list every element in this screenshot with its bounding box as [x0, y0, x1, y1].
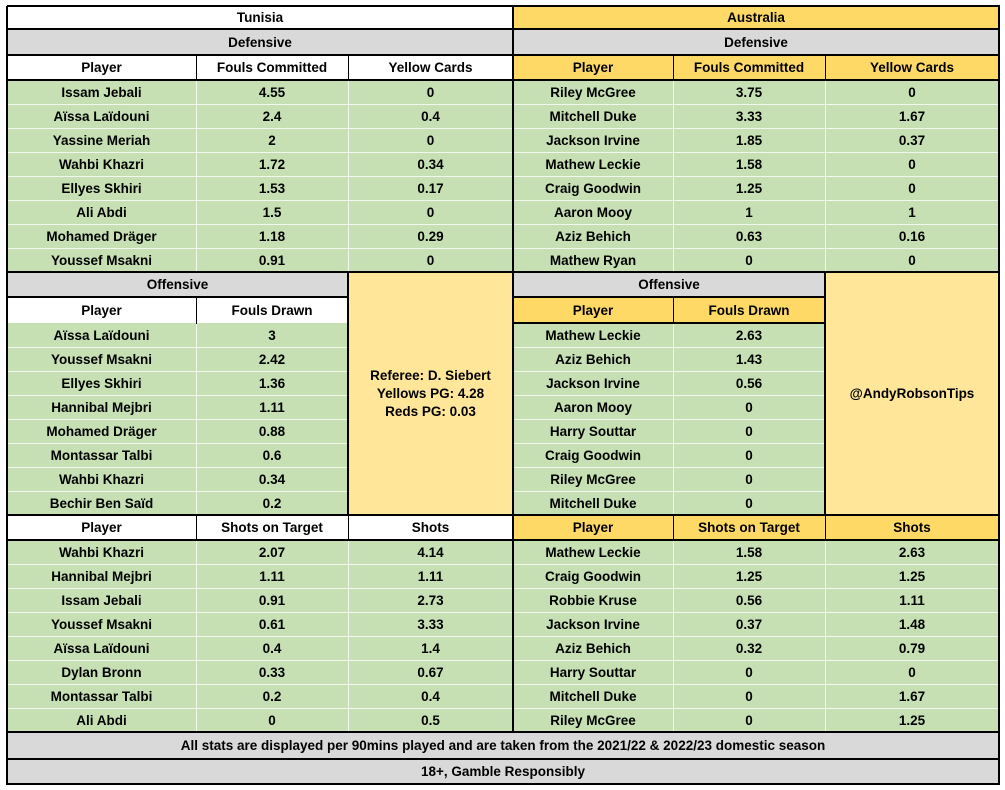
stat-value-cell: 0.5 — [348, 708, 513, 732]
player-name-cell: Montassar Talbi — [7, 443, 196, 467]
team-title-tunisia: Tunisia — [7, 6, 513, 29]
stat-value-cell: 0 — [673, 684, 825, 708]
stat-value-cell: 0.33 — [196, 660, 348, 684]
stat-value-cell: 0.4 — [196, 636, 348, 660]
grid-line — [7, 419, 348, 420]
column-header-player: Player — [7, 55, 196, 80]
stat-value-cell: 1.67 — [825, 684, 999, 708]
stat-value-cell: 1 — [673, 200, 825, 224]
stat-value-cell: 4.14 — [348, 540, 513, 564]
grid-line — [513, 588, 999, 589]
stat-value-cell: 0 — [348, 248, 513, 272]
stat-value-cell: 1.85 — [673, 128, 825, 152]
stat-value-cell: 2.42 — [196, 347, 348, 371]
border-line — [196, 297, 197, 324]
stat-value-cell: 0.4 — [348, 684, 513, 708]
player-name-cell: Mathew Leckie — [513, 540, 673, 564]
border-line — [7, 54, 1000, 56]
stat-value-cell: 0.67 — [348, 660, 513, 684]
stat-value-cell: 0.63 — [673, 224, 825, 248]
grid-line — [513, 152, 999, 153]
stat-value-cell: 1.25 — [825, 564, 999, 588]
player-name-cell: Issam Jebali — [7, 80, 196, 104]
border-line — [7, 79, 1000, 81]
player-name-cell: Jackson Irvine — [513, 612, 673, 636]
grid-line — [513, 224, 999, 225]
stat-value-cell: 1.11 — [196, 395, 348, 419]
stat-value-cell: 1.4 — [348, 636, 513, 660]
grid-line — [7, 104, 513, 105]
grid-line — [196, 80, 197, 272]
grid-line — [7, 395, 348, 396]
stat-value-cell: 2 — [196, 128, 348, 152]
stat-value-cell: 0.61 — [196, 612, 348, 636]
stat-value-cell: 0.56 — [673, 588, 825, 612]
stat-value-cell: 0.4 — [348, 104, 513, 128]
player-name-cell: Aïssa Laïdouni — [7, 104, 196, 128]
grid-line — [513, 660, 999, 661]
stat-value-cell: 0.16 — [825, 224, 999, 248]
section-title-offensive: Offensive — [513, 272, 825, 297]
border-line — [998, 6, 1000, 785]
border-line — [348, 55, 349, 81]
border-line — [348, 515, 349, 541]
stat-value-cell: 0 — [673, 443, 825, 467]
column-header-fouls-committed: Fouls Committed — [673, 55, 825, 80]
player-name-cell: Mathew Ryan — [513, 248, 673, 272]
stat-value-cell: 1.43 — [673, 347, 825, 371]
grid-line — [7, 224, 513, 225]
grid-line — [513, 128, 999, 129]
grid-line — [513, 467, 825, 468]
grid-line — [513, 636, 999, 637]
player-name-cell: Aziz Behich — [513, 224, 673, 248]
stat-value-cell: 0.37 — [673, 612, 825, 636]
stat-value-cell: 0 — [673, 491, 825, 515]
stat-value-cell: 1.72 — [196, 152, 348, 176]
player-name-cell: Ellyes Skhiri — [7, 176, 196, 200]
player-name-cell: Ali Abdi — [7, 708, 196, 732]
stat-value-cell: 0.91 — [196, 588, 348, 612]
grid-line — [513, 104, 999, 105]
stat-value-cell: 1.53 — [196, 176, 348, 200]
column-header-fouls-drawn: Fouls Drawn — [196, 297, 348, 323]
border-line — [7, 296, 349, 298]
stat-value-cell: 0.79 — [825, 636, 999, 660]
referee-info-box — [348, 272, 513, 515]
stat-value-cell: 4.55 — [196, 80, 348, 104]
referee-name: Referee: D. Siebert — [370, 367, 491, 383]
player-name-cell: Craig Goodwin — [513, 443, 673, 467]
grid-line — [513, 395, 825, 396]
grid-line — [513, 371, 825, 372]
stat-value-cell: 0.29 — [348, 224, 513, 248]
border-line — [7, 539, 1000, 541]
stat-value-cell: 0.2 — [196, 684, 348, 708]
grid-line — [196, 323, 197, 515]
player-name-cell: Harry Souttar — [513, 660, 673, 684]
player-name-cell: Craig Goodwin — [513, 564, 673, 588]
border-line — [7, 514, 1000, 516]
stat-value-cell: 2.4 — [196, 104, 348, 128]
stat-value-cell: 0 — [348, 128, 513, 152]
grid-line — [7, 684, 513, 685]
grid-line — [7, 128, 513, 129]
stat-value-cell: 0.34 — [348, 152, 513, 176]
border-line — [673, 55, 674, 81]
stat-value-cell: 0.17 — [348, 176, 513, 200]
player-name-cell: Wahbi Khazri — [7, 540, 196, 564]
stat-value-cell: 0.6 — [196, 443, 348, 467]
stat-value-cell: 1.67 — [825, 104, 999, 128]
grid-line — [513, 248, 999, 249]
border-line — [512, 6, 514, 733]
player-name-cell: Ali Abdi — [7, 200, 196, 224]
stat-value-cell: 1.25 — [673, 564, 825, 588]
player-name-cell: Mitchell Duke — [513, 104, 673, 128]
player-name-cell: Issam Jebali — [7, 588, 196, 612]
border-line — [7, 783, 1000, 785]
grid-line — [7, 467, 348, 468]
grid-line — [513, 708, 999, 709]
player-name-cell: Ellyes Skhiri — [7, 371, 196, 395]
grid-line — [513, 612, 999, 613]
border-line — [196, 515, 197, 541]
grid-line — [7, 443, 348, 444]
referee-reds: Reds PG: 0.03 — [385, 403, 476, 419]
grid-line — [7, 564, 513, 565]
column-header-shots: Shots — [348, 515, 513, 540]
player-name-cell: Mathew Leckie — [513, 323, 673, 347]
stat-value-cell: 1.18 — [196, 224, 348, 248]
player-name-cell: Hannibal Mejbri — [7, 395, 196, 419]
grid-line — [7, 347, 348, 348]
player-name-cell: Youssef Msakni — [7, 612, 196, 636]
grid-line — [513, 491, 825, 492]
stat-value-cell: 0 — [673, 419, 825, 443]
stat-value-cell: 3 — [196, 323, 348, 347]
border-line — [7, 28, 1000, 30]
border-line — [513, 296, 826, 298]
stat-value-cell: 0 — [348, 80, 513, 104]
stat-value-cell: 0 — [673, 660, 825, 684]
stat-value-cell: 1.25 — [825, 708, 999, 732]
stat-value-cell: 1.5 — [196, 200, 348, 224]
player-name-cell: Aaron Mooy — [513, 200, 673, 224]
grid-line — [7, 491, 348, 492]
grid-line — [673, 540, 674, 732]
credit-handle: @AndyRobsonTips — [825, 272, 999, 515]
player-name-cell: Aziz Behich — [513, 347, 673, 371]
border-line — [7, 5, 1000, 7]
player-name-cell: Robbie Kruse — [513, 588, 673, 612]
stat-value-cell: 1.36 — [196, 371, 348, 395]
grid-line — [7, 371, 348, 372]
stat-value-cell: 1.11 — [825, 588, 999, 612]
grid-line — [513, 684, 999, 685]
player-name-cell: Mathew Leckie — [513, 152, 673, 176]
stat-value-cell: 3.33 — [673, 104, 825, 128]
stat-value-cell: 1.58 — [673, 152, 825, 176]
grid-line — [7, 636, 513, 637]
team-title-australia: Australia — [513, 6, 999, 29]
referee-yellows: Yellows PG: 4.28 — [376, 385, 485, 401]
stats-sheet — [7, 6, 999, 784]
player-name-cell: Mitchell Duke — [513, 684, 673, 708]
stat-value-cell: 0 — [673, 248, 825, 272]
stat-value-cell: 0 — [673, 467, 825, 491]
column-header-player: Player — [7, 297, 196, 323]
stat-value-cell: 0.88 — [196, 419, 348, 443]
grid-line — [7, 588, 513, 589]
grid-line — [7, 612, 513, 613]
stat-value-cell: 0 — [673, 395, 825, 419]
grid-line — [7, 660, 513, 661]
stat-value-cell: 3.75 — [673, 80, 825, 104]
border-line — [824, 272, 826, 516]
stat-value-cell: 1.11 — [348, 564, 513, 588]
border-line — [196, 55, 197, 81]
player-name-cell: Riley McGree — [513, 467, 673, 491]
grid-line — [513, 200, 999, 201]
grid-line — [7, 708, 513, 709]
grid-line — [673, 323, 674, 515]
player-name-cell: Montassar Talbi — [7, 684, 196, 708]
stat-value-cell: 0.56 — [673, 371, 825, 395]
player-name-cell: Hannibal Mejbri — [7, 564, 196, 588]
player-name-cell: Aaron Mooy — [513, 395, 673, 419]
column-header-player: Player — [513, 55, 673, 80]
player-name-cell: Jackson Irvine — [513, 128, 673, 152]
column-header-fouls-committed: Fouls Committed — [196, 55, 348, 80]
stat-value-cell: 0.91 — [196, 248, 348, 272]
column-header-shots-on-target: Shots on Target — [196, 515, 348, 540]
grid-line — [513, 176, 999, 177]
stat-value-cell: 1.48 — [825, 612, 999, 636]
grid-line — [196, 540, 197, 732]
border-line — [347, 272, 349, 516]
border-line — [513, 322, 826, 324]
border-line — [7, 731, 1000, 733]
stat-value-cell: 2.07 — [196, 540, 348, 564]
stat-value-cell: 1.25 — [673, 176, 825, 200]
player-name-cell: Harry Souttar — [513, 419, 673, 443]
player-name-cell: Youssef Msakni — [7, 347, 196, 371]
border-line — [673, 297, 674, 324]
player-name-cell: Craig Goodwin — [513, 176, 673, 200]
column-header-fouls-drawn: Fouls Drawn — [673, 297, 825, 323]
stat-value-cell: 0.34 — [196, 467, 348, 491]
player-name-cell: Mitchell Duke — [513, 491, 673, 515]
grid-line — [673, 80, 674, 272]
player-name-cell: Aïssa Laïdouni — [7, 636, 196, 660]
grid-line — [7, 152, 513, 153]
column-header-shots: Shots — [825, 515, 999, 540]
stat-value-cell: 0 — [348, 200, 513, 224]
border-line — [825, 515, 826, 541]
border-line — [825, 55, 826, 81]
grid-line — [825, 540, 826, 732]
stat-value-cell: 1.58 — [673, 540, 825, 564]
stat-value-cell: 0 — [196, 708, 348, 732]
stat-value-cell: 0.32 — [673, 636, 825, 660]
stat-value-cell: 0 — [673, 708, 825, 732]
column-header-yellow-cards: Yellow Cards — [348, 55, 513, 80]
grid-line — [513, 419, 825, 420]
player-name-cell: Mohamed Dräger — [7, 419, 196, 443]
section-title-defensive: Defensive — [7, 29, 513, 55]
border-line — [7, 271, 1000, 273]
player-name-cell: Yassine Meriah — [7, 128, 196, 152]
border-line — [6, 6, 8, 785]
player-name-cell: Bechir Ben Saïd — [7, 491, 196, 515]
stat-value-cell: 0 — [825, 248, 999, 272]
stat-value-cell: 1 — [825, 200, 999, 224]
section-title-offensive: Offensive — [7, 272, 348, 297]
grid-line — [825, 80, 826, 272]
stat-value-cell: 2.63 — [673, 323, 825, 347]
stat-value-cell: 0 — [825, 152, 999, 176]
player-name-cell: Aziz Behich — [513, 636, 673, 660]
column-header-player: Player — [7, 515, 196, 540]
footer-note: All stats are displayed per 90mins played and are taken from the 2021/22 & 2022/23 domestic season — [7, 732, 999, 759]
grid-line — [348, 80, 349, 272]
footer-disclaimer: 18+, Gamble Responsibly — [7, 759, 999, 784]
grid-line — [348, 540, 349, 732]
stat-value-cell: 0 — [825, 660, 999, 684]
column-header-shots-on-target: Shots on Target — [673, 515, 825, 540]
stat-value-cell: 0.37 — [825, 128, 999, 152]
player-name-cell: Wahbi Khazri — [7, 152, 196, 176]
player-name-cell: Riley McGree — [513, 80, 673, 104]
stat-value-cell: 0 — [825, 80, 999, 104]
player-name-cell: Jackson Irvine — [513, 371, 673, 395]
grid-line — [513, 347, 825, 348]
stat-value-cell: 3.33 — [348, 612, 513, 636]
grid-line — [7, 176, 513, 177]
stat-value-cell: 2.63 — [825, 540, 999, 564]
stat-value-cell: 2.73 — [348, 588, 513, 612]
player-name-cell: Mohamed Dräger — [7, 224, 196, 248]
border-line — [673, 515, 674, 541]
player-name-cell: Aïssa Laïdouni — [7, 323, 196, 347]
column-header-player: Player — [513, 515, 673, 540]
grid-line — [7, 200, 513, 201]
border-line — [7, 758, 1000, 760]
stat-value-cell: 0 — [825, 176, 999, 200]
grid-line — [513, 443, 825, 444]
grid-line — [7, 248, 513, 249]
column-header-yellow-cards: Yellow Cards — [825, 55, 999, 80]
column-header-player: Player — [513, 297, 673, 323]
stat-value-cell: 0.2 — [196, 491, 348, 515]
section-title-defensive: Defensive — [513, 29, 999, 55]
player-name-cell: Youssef Msakni — [7, 248, 196, 272]
player-name-cell: Dylan Bronn — [7, 660, 196, 684]
stat-value-cell: 1.11 — [196, 564, 348, 588]
player-name-cell: Riley McGree — [513, 708, 673, 732]
grid-line — [513, 564, 999, 565]
player-name-cell: Wahbi Khazri — [7, 467, 196, 491]
